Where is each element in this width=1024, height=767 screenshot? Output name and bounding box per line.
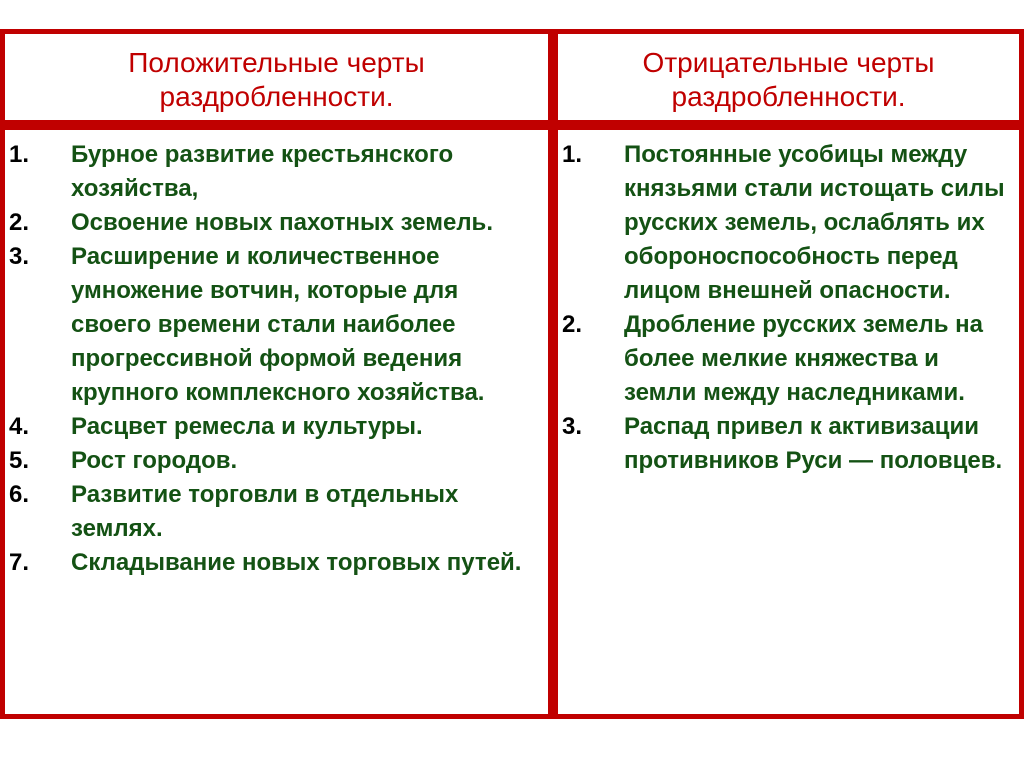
item-number: 1. — [562, 141, 583, 168]
item-text: Складывание новых торговых путей. — [71, 549, 522, 576]
item-number: 1. — [9, 141, 30, 168]
left-column-body-cell — [0, 125, 553, 719]
item-number: 3. — [9, 243, 30, 270]
right-header-line-2: раздробленности. — [671, 81, 906, 112]
left-header-line-1: Положительные черты — [128, 47, 425, 78]
positive-traits-list — [9, 138, 544, 580]
right-column-body-cell — [553, 125, 1024, 719]
left-column-header — [5, 46, 548, 114]
item-text: Бурное развитие крестьянского хозяйства, — [71, 141, 454, 202]
left-header-line-2: раздробленности. — [159, 81, 394, 112]
left-column-header-cell — [0, 29, 553, 125]
list-item — [9, 546, 544, 580]
list-item — [9, 444, 544, 478]
right-column-header-cell — [553, 29, 1024, 125]
list-item — [9, 410, 544, 444]
list-item — [9, 240, 544, 410]
item-number: 2. — [562, 311, 583, 338]
right-header-line-1: Отрицательные черты — [642, 47, 935, 78]
item-number: 5. — [9, 447, 30, 474]
item-text: Дробление русских земель на более мелкие княжества и земли между наследниками. — [624, 311, 984, 406]
item-text: Расширение и количественное умножение вотчин, которые для своего времени стали наиболее прогрессивной формой ведения крупного комплексного хозяйства. — [71, 243, 485, 406]
item-number: 3. — [562, 413, 583, 440]
item-text: Освоение новых пахотных земель. — [71, 209, 493, 236]
list-item — [9, 138, 544, 206]
list-item — [9, 206, 544, 240]
item-text: Развитие торговли в отдельных землях. — [71, 481, 459, 542]
item-number: 6. — [9, 481, 30, 508]
list-item — [562, 410, 1015, 478]
negative-traits-list — [562, 138, 1015, 478]
list-item — [562, 138, 1015, 308]
right-column-header — [558, 46, 1019, 114]
item-text: Распад привел к активизации противников Руси — половцев. — [624, 413, 1003, 474]
list-item — [562, 308, 1015, 410]
item-text: Расцвет ремесла и культуры. — [71, 413, 423, 440]
item-number: 2. — [9, 209, 30, 236]
item-text: Рост городов. — [71, 447, 238, 474]
item-number: 4. — [9, 413, 30, 440]
item-text: Постоянные усобицы между князьями стали истощать силы русских земель, ослаблять их обороноспособность перед лицом внешней опасности. — [624, 141, 1005, 304]
item-number: 7. — [9, 549, 30, 576]
list-item — [9, 478, 544, 546]
